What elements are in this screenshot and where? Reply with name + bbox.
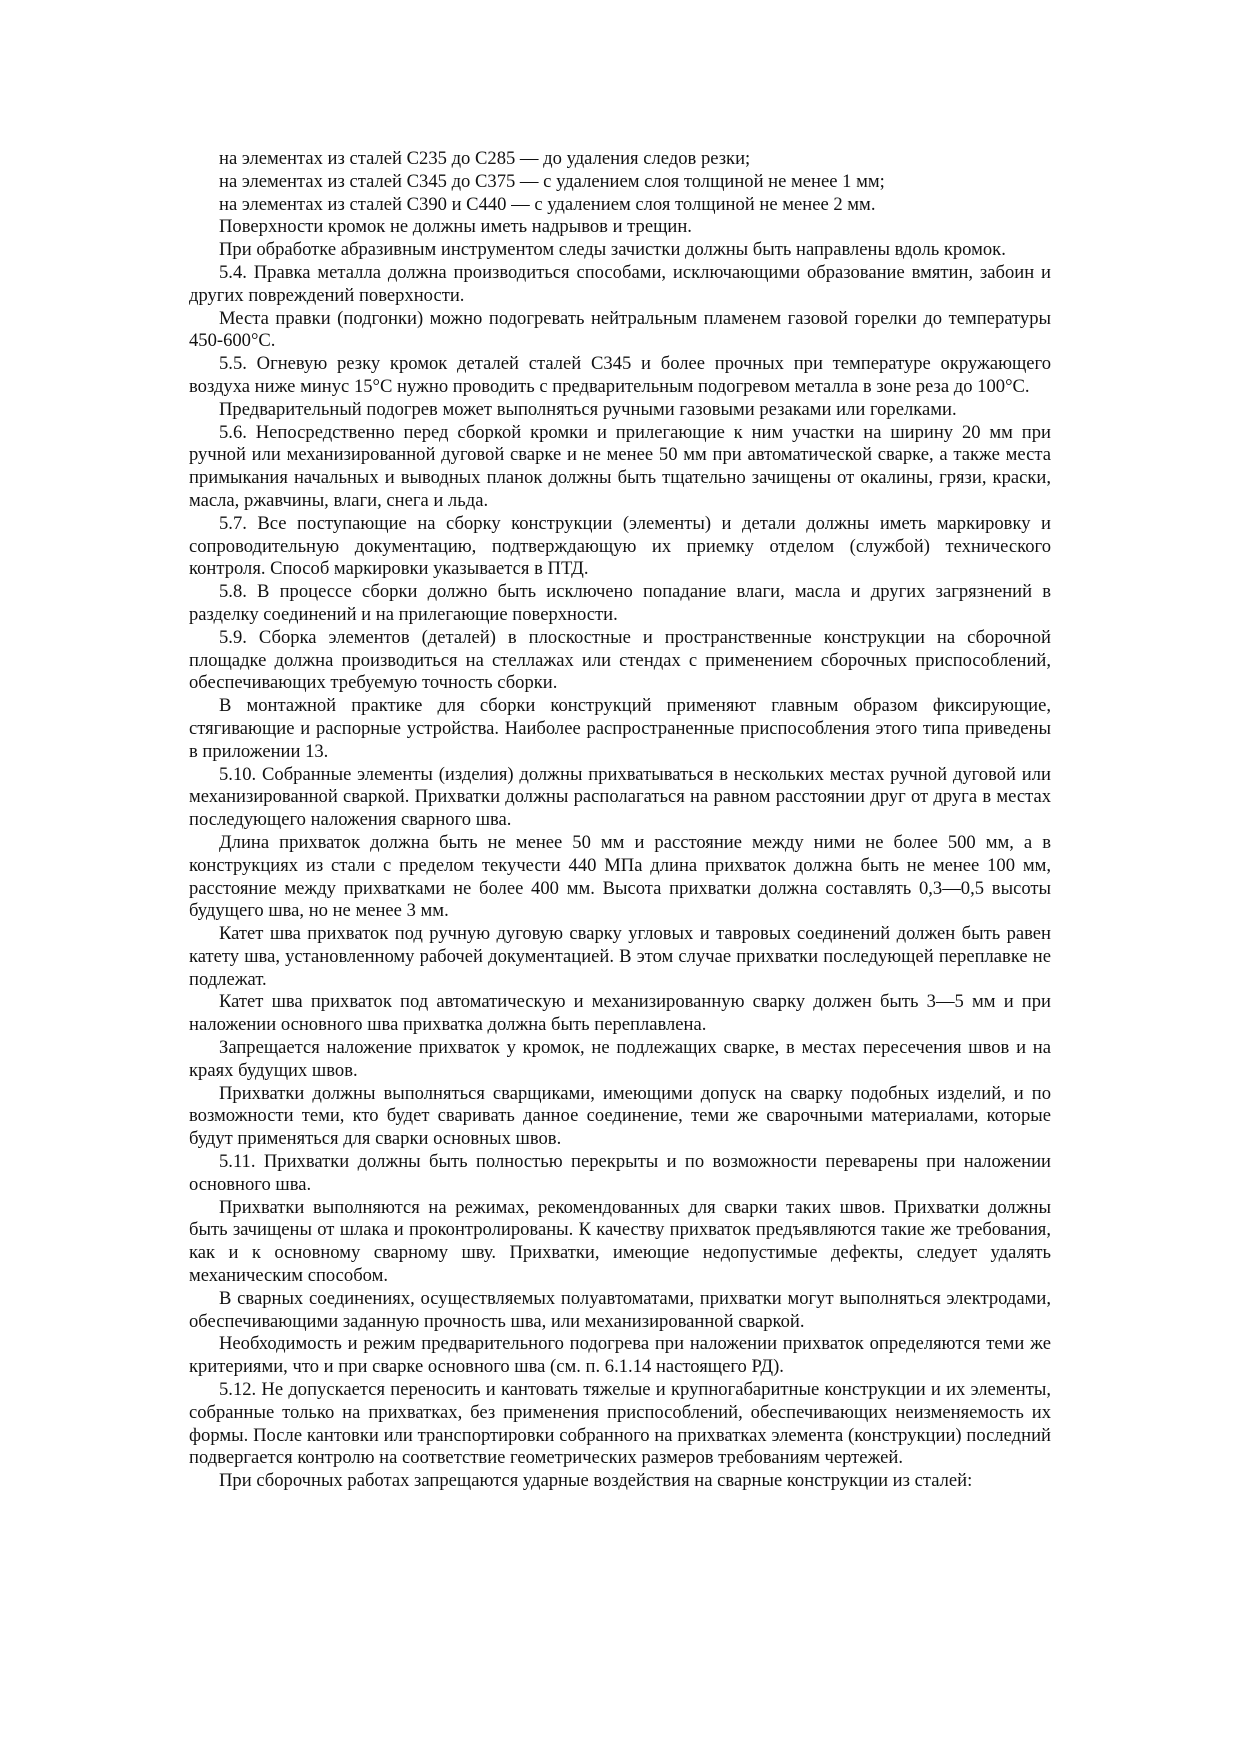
paragraph: 5.5. Огневую резку кромок деталей сталей С345 и более прочных при температуре окружающего воздуха ниже минус 15°С нужно проводить с предварительным подогревом металла в зоне реза до 100°С. [189,353,1051,397]
paragraph: 5.7. Все поступающие на сборку конструкции (элементы) и детали должны иметь маркировку и сопроводительную документацию, подтверждающую их приемку отделом (службой) технического контроля. Способ маркировки указывается в ПТД. [189,512,1051,580]
paragraph: 5.8. В процессе сборки должно быть исключено попадание влаги, масла и других загрязнений в разделку соединений и на прилегающие поверхности. [189,581,1051,625]
paragraph: Прихватки выполняются на режимах, рекомендованных для сварки таких швов. Прихватки должны быть зачищены от шлака и проконтролированы. К качеству прихваток предъявляются такие же требования, как и к основному сварному шву. Прихватки, имеющие недопустимые дефекты, следует удалять механическим способом. [189,1196,1051,1287]
paragraph: Длина прихваток должна быть не менее 50 мм и расстояние между ними не более 500 мм, а в конструкциях из стали с пределом текучести 440 МПа длина прихваток должна быть не менее 100 мм, расстояние между прихватками не более 400 мм. Высота прихватки должна составлять 0,3—0,5 высоты будущего шва, но не менее 3 мм. [189,831,1051,922]
paragraph: на элементах из сталей С390 и С440 — с удалением слоя толщиной не менее 2 мм. [219,193,876,215]
paragraph: При сборочных работах запрещаются ударные воздействия на сварные конструкции из сталей: [219,1470,973,1492]
paragraph: Прихватки должны выполняться сварщиками, имеющими допуск на сварку подобных изделий, и по возможности теми, кто будет сваривать данное соединение, теми же сварочными материалами, которые будут применяться для сварки основных швов. [189,1082,1051,1150]
paragraph: В сварных соединениях, осуществляемых полуавтоматами, прихватки могут выполняться электродами, обеспечивающими заданную прочность шва, или механизированной сваркой. [189,1287,1051,1332]
document-page [189,148,1051,1493]
paragraph: Места правки (подгонки) можно подогревать нейтральным пламенем газовой горелки до температуры 450-600°С. [189,307,1051,352]
paragraph: 5.10. Собранные элементы (изделия) должны прихватываться в нескольких местах ручной дуговой или механизированной сваркой. Прихватки должны располагаться на равном расстоянии друг от друга в местах последующего наложения сварного шва. [189,763,1051,831]
paragraph: Поверхности кромок не должны иметь надрывов и трещин. [219,216,692,238]
paragraph: 5.6. Непосредственно перед сборкой кромки и прилегающие к ним участки на ширину 20 мм при ручной или механизированной дуговой сварке и не менее 50 мм при автоматической сварке, а также места примыкания начальных и выводных планок должны быть тщательно зачищены от окалины, грязи, краски, масла, ржавчины, влаги, снега и льда. [189,421,1051,511]
paragraph: В монтажной практике для сборки конструкций применяют главным образом фиксирующие, стягивающие и распорные устройства. Наиболее распространенные приспособления этого типа приведены в приложении 13. [189,695,1051,762]
paragraph: 5.4. Правка металла должна производиться способами, исключающими образование вмятин, забоин и других повреждений поверхности. [189,261,1051,306]
paragraph: Катет шва прихваток под автоматическую и механизированную сварку должен быть 3—5 мм и при наложении основного шва прихватка должна быть переплавлена. [189,991,1051,1036]
paragraph: При обработке абразивным инструментом следы зачистки должны быть направлены вдоль кромок. [219,239,1006,261]
paragraph: 5.11. Прихватки должны быть полностью перекрыты и по возможности переварены при наложении основного шва. [189,1151,1051,1195]
paragraph: на элементах из сталей С345 до С375 — с удалением слоя толщиной не менее 1 мм; [219,170,885,192]
paragraph: 5.12. Не допускается переносить и кантовать тяжелые и крупногабаритные конструкции и их элементы, собранные только на прихватках, без применения приспособлений, обеспечивающих неизменяемость их формы. После кантовки или транспортировки собранного на прихватках элемента (конструкции) последний подвергается контролю на соответствие геометрических размеров требованиям чертежей. [189,1379,1051,1469]
paragraph: Запрещается наложение прихваток у кромок, не подлежащих сварке, в местах пересечения швов и на краях будущих швов. [189,1037,1051,1081]
paragraph: Необходимость и режим предварительного подогрева при наложении прихваток определяются теми же критериями, что и при сварке основного шва (см. п. 6.1.14 настоящего РД). [189,1333,1051,1378]
paragraph: Катет шва прихваток под ручную дуговую сварку угловых и тавровых соединений должен быть равен катету шва, установленному рабочей документацией. В этом случае прихватки последующей переплавке не подлежат. [189,923,1051,990]
paragraph: на элементах из сталей С235 до С285 — до удаления следов резки; [219,148,751,169]
paragraph: Предварительный подогрев может выполняться ручными газовыми резаками или горелками. [219,398,957,420]
paragraph: 5.9. Сборка элементов (деталей) в плоскостные и пространственные конструкции на сборочной площадке должна производиться на стеллажах или стендах с применением сборочных приспособлений, обеспечивающих требуемую точность сборки. [189,626,1051,694]
